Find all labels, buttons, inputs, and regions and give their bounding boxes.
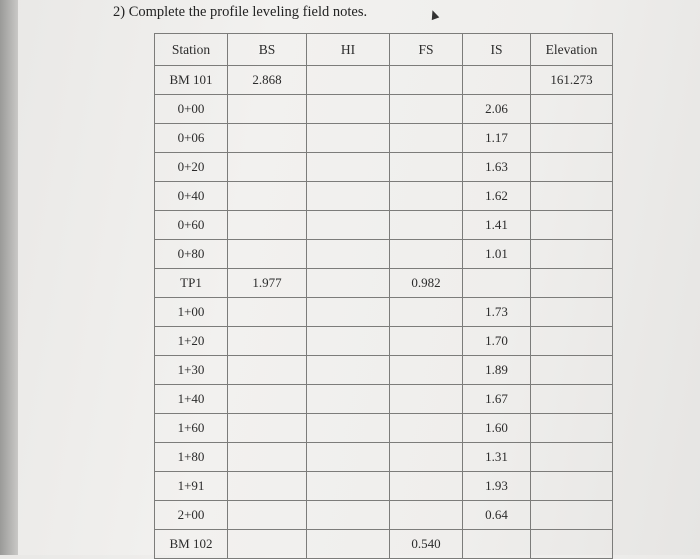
- table-row: [155, 443, 613, 472]
- cell-bs: [228, 356, 307, 385]
- cell-is: [463, 269, 531, 298]
- table-row: [155, 385, 613, 414]
- cell-is: 1.62: [463, 182, 531, 211]
- cell-hi: [307, 95, 390, 124]
- header-is: IS: [463, 34, 531, 66]
- cell-hi: [307, 443, 390, 472]
- cell-bs: [228, 443, 307, 472]
- cell-is: 2.06: [463, 95, 531, 124]
- cell-hi: [307, 153, 390, 182]
- cell-is: 1.31: [463, 443, 531, 472]
- cell-fs: [390, 95, 463, 124]
- cell-station: 1+60: [155, 414, 228, 443]
- cell-bs: 2.868: [228, 66, 307, 95]
- cell-hi: [307, 211, 390, 240]
- cell-bs: 1.977: [228, 269, 307, 298]
- cell-elevation: [531, 95, 613, 124]
- cell-bs: [228, 530, 307, 559]
- cell-station: 1+30: [155, 356, 228, 385]
- table-row: [155, 66, 613, 95]
- cell-station: 0+20: [155, 153, 228, 182]
- table-row: [155, 124, 613, 153]
- table-row: [155, 472, 613, 501]
- cell-hi: [307, 385, 390, 414]
- cell-station: 1+91: [155, 472, 228, 501]
- cell-fs: [390, 385, 463, 414]
- field-notes-table: [154, 33, 613, 559]
- cell-fs: [390, 240, 463, 269]
- cell-fs: [390, 501, 463, 530]
- table-body: [155, 66, 613, 559]
- cell-is: [463, 530, 531, 559]
- cursor-arrow-icon: [429, 9, 440, 20]
- cell-bs: [228, 327, 307, 356]
- cell-elevation: [531, 269, 613, 298]
- table-row: [155, 298, 613, 327]
- cell-elevation: [531, 414, 613, 443]
- cell-station: TP1: [155, 269, 228, 298]
- cell-bs: [228, 414, 307, 443]
- cell-is: 1.73: [463, 298, 531, 327]
- cell-hi: [307, 298, 390, 327]
- cell-elevation: [531, 472, 613, 501]
- cell-station: 2+00: [155, 501, 228, 530]
- cell-fs: [390, 414, 463, 443]
- cell-station: 0+80: [155, 240, 228, 269]
- table-row: [155, 327, 613, 356]
- cell-bs: [228, 211, 307, 240]
- cell-hi: [307, 530, 390, 559]
- cell-is: 1.63: [463, 153, 531, 182]
- cell-fs: [390, 211, 463, 240]
- cell-station: 0+40: [155, 182, 228, 211]
- cell-is: 1.89: [463, 356, 531, 385]
- cell-bs: [228, 298, 307, 327]
- cell-elevation: [531, 211, 613, 240]
- cell-hi: [307, 414, 390, 443]
- cell-fs: [390, 66, 463, 95]
- header-bs: BS: [228, 34, 307, 66]
- cell-elevation: [531, 182, 613, 211]
- cell-elevation: [531, 530, 613, 559]
- header-elevation: Elevation: [531, 34, 613, 66]
- header-row: [155, 34, 613, 66]
- cell-hi: [307, 240, 390, 269]
- cell-station: 1+40: [155, 385, 228, 414]
- cell-fs: [390, 124, 463, 153]
- cell-hi: [307, 124, 390, 153]
- cell-hi: [307, 66, 390, 95]
- cell-bs: [228, 182, 307, 211]
- cell-elevation: 161.273: [531, 66, 613, 95]
- cell-elevation: [531, 356, 613, 385]
- cell-fs: [390, 182, 463, 211]
- cell-is: 1.01: [463, 240, 531, 269]
- cell-is: 1.41: [463, 211, 531, 240]
- cell-station: 0+60: [155, 211, 228, 240]
- table-row: [155, 95, 613, 124]
- table-row: [155, 356, 613, 385]
- question-title: 2) Complete the profile leveling field notes.: [113, 4, 368, 20]
- cell-elevation: [531, 385, 613, 414]
- cell-hi: [307, 327, 390, 356]
- cell-elevation: [531, 298, 613, 327]
- cell-hi: [307, 501, 390, 530]
- cell-bs: [228, 472, 307, 501]
- cell-is: 1.93: [463, 472, 531, 501]
- cell-station: BM 102: [155, 530, 228, 559]
- cell-hi: [307, 356, 390, 385]
- table-row: [155, 269, 613, 298]
- table-row: [155, 211, 613, 240]
- cell-is: 1.17: [463, 124, 531, 153]
- cell-station: 1+00: [155, 298, 228, 327]
- cell-station: 0+00: [155, 95, 228, 124]
- cell-bs: [228, 95, 307, 124]
- table-row: [155, 530, 613, 559]
- cell-is: [463, 66, 531, 95]
- cell-hi: [307, 182, 390, 211]
- cell-bs: [228, 240, 307, 269]
- cell-fs: 0.982: [390, 269, 463, 298]
- cell-station: 1+20: [155, 327, 228, 356]
- cell-hi: [307, 269, 390, 298]
- cell-bs: [228, 501, 307, 530]
- cell-is: 1.70: [463, 327, 531, 356]
- table-row: [155, 240, 613, 269]
- cell-fs: 0.540: [390, 530, 463, 559]
- table-row: [155, 153, 613, 182]
- table-row: [155, 414, 613, 443]
- cell-elevation: [531, 124, 613, 153]
- cell-station: 1+80: [155, 443, 228, 472]
- cell-station: BM 101: [155, 66, 228, 95]
- table-row: [155, 501, 613, 530]
- cell-fs: [390, 298, 463, 327]
- cell-elevation: [531, 327, 613, 356]
- cell-is: 1.60: [463, 414, 531, 443]
- table-row: [155, 182, 613, 211]
- cell-fs: [390, 356, 463, 385]
- cell-elevation: [531, 153, 613, 182]
- header-station: Station: [155, 34, 228, 66]
- cell-hi: [307, 472, 390, 501]
- cell-bs: [228, 385, 307, 414]
- cell-is: 1.67: [463, 385, 531, 414]
- cell-station: 0+06: [155, 124, 228, 153]
- header-hi: HI: [307, 34, 390, 66]
- cell-fs: [390, 472, 463, 501]
- cell-fs: [390, 443, 463, 472]
- cell-fs: [390, 327, 463, 356]
- page-edge-shadow: [0, 0, 18, 555]
- cell-bs: [228, 124, 307, 153]
- cell-elevation: [531, 240, 613, 269]
- cell-is: 0.64: [463, 501, 531, 530]
- cell-elevation: [531, 443, 613, 472]
- cell-fs: [390, 153, 463, 182]
- cell-bs: [228, 153, 307, 182]
- cell-elevation: [531, 501, 613, 530]
- header-fs: FS: [390, 34, 463, 66]
